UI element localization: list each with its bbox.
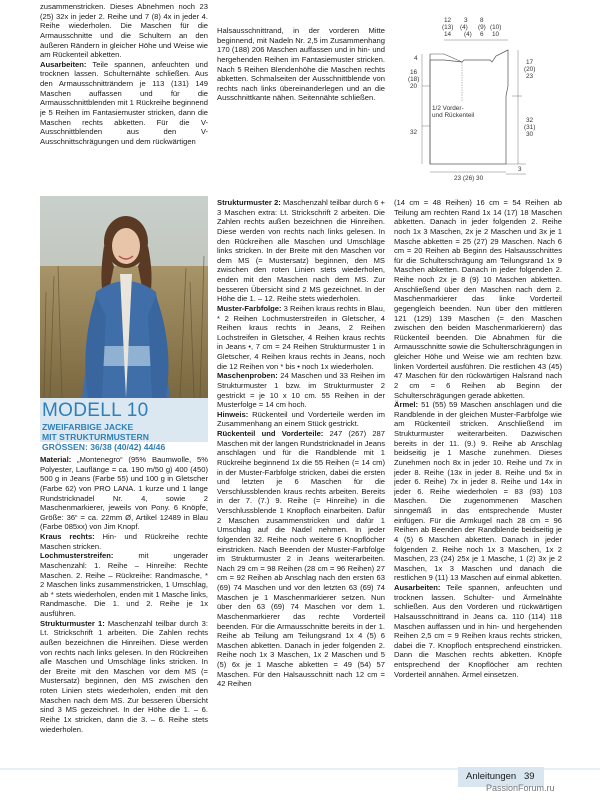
model-title: MODELL 10 <box>42 400 149 421</box>
paragraph <box>394 400 562 583</box>
paragraph <box>40 532 208 551</box>
dim-bottom: 23 (26) 30 <box>454 175 484 182</box>
dim-left-mid-3: 20 <box>410 83 418 90</box>
dim-right-bot-2: (31) <box>524 124 536 131</box>
paragraph-heading: Lochmusterstreifen: <box>40 551 114 561</box>
dim-left-mid-1: 16 <box>410 69 418 76</box>
schematic-diagram <box>400 14 570 194</box>
paragraph <box>40 551 208 618</box>
watermark: PassionForum.ru <box>486 783 555 793</box>
section-label: Anleitungen <box>466 771 517 782</box>
dim-right-mid-3: 23 <box>526 73 534 80</box>
dim-left-mid-2: (18) <box>408 76 420 83</box>
paragraph-body: (14 cm = 48 Reihen) 16 cm = 54 Reihen ab Teilung am rechten Rand 1x 14 (17) 18 Maschen abketten. Danach in jeder folgenden 2. Reihe noch 1x 3 Maschen, 2x je 2 Maschen und 3x je 1 Masche abketten = 25 (27) 29 Maschen. Nach 6 cm = 20 Reihen ab Beginn des Halsausschnittes für die Schulterschrägung am Teilungsrand 1x 9 Maschen abketten. Danach in jeder folgenden 2. Reihe noch 2x je 8 (9) 10 Maschen abketten. Anschließend über den Maschen nach dem 2. Maschenmarkierer das linke Vorderteil gegengleich beenden. Nun über den mittleren 121 (129) 139 Maschen (= den Maschen zwischen den beiden Maschenmarkierern) das Rückenteil beenden. Die Abnahmen für die Armausschnitte sowie die Schulterschrägungen in gleicher Höhe und Weise wie am rechten bzw. linken Vorderteil ausführen. Die restlichen 43 (45) 47 Maschen für den rückwärtigen Halsrand nach 2 cm = 6 Reihen ab Beginn der Schulterschrägungen gerade abketten. <box>394 198 562 400</box>
paragraph-body: Maschenzahl teilbar durch 3: Lt. Strickschrift 1 arbeiten. Die Zahlen rechts außen bezeichnen die Hinreihen. Diese werden von rechts nach links gelesen. In den Rückreihen alle Maschen und Umschläge links stricken. In der Breite mit den Maschen vor dem MS (= Mustersatz) beginnen, den MS zwischen den roten Linien stets wiederholen, enden mit den Maschen nach dem MS. Zur besseren Übersicht sind 3 MS gezeichnet. In der Höhe die 1. – 6. Reihe 1x stricken, dann die 3. – 6. Reihe stets wiederholen. <box>40 618 208 734</box>
paragraph-body: Teile spannen, anfeuchten und trocknen lassen. Schulter- und Ärmelnähte schließen. Aus den Vorderen und rückwärtigen Halsausschnittrand in Jeans ca. 110 (114) 118 Maschen auffassen und in hin- und hergehenden Reihen 2,5 cm = 9 Reihen kraus rechts stricken, dabei die 7. Knopfloch entsprechend einstricken. Dann die Maschen rechts abketten. Knöpfe entsprechend der Knopflöcher am rechten Vorderteil annähen. Ärmel einsetzen. <box>394 583 562 679</box>
paragraph-heading: Hinweis: <box>217 409 249 419</box>
dim-top-3c: 6 <box>480 31 484 38</box>
paragraph <box>40 455 208 532</box>
paragraph-heading: Kraus rechts: <box>40 532 95 541</box>
dim-right-bot-3: 30 <box>526 131 534 138</box>
col2-top-text <box>217 26 385 166</box>
paragraph-body: „Montenegro“ (95% Baumwolle, 5% Polyester, Lauflänge = ca. 190 m/50 g) 400 (450) 500 g in Jeans (Farbe 55) und 100 g in Gletscher (Farbe 62) von PRO LANA. 1 kurze und 1 lange Rundstricknadel Nr. 4, sowie 2 Maschenmarkierer, jeweils von Pony. 6 Knöpfe, Größe: 36“ = ca. 22mm Ø, Artikel 12489 in Blau (Farbe 085xx) von Jim Knopf. <box>40 455 208 532</box>
dim-top-3: 8 <box>480 17 484 24</box>
paragraph <box>40 2 208 60</box>
model-photo <box>40 196 208 398</box>
paragraph-body: Halsausschnittrand, in der vorderen Mitte beginnend, mit Nadeln Nr. 2,5 im Zusammenhang 170 (188) 206 Maschen auffassen und in hin- und hergehenden Reihen im Fantasiemuster stricken. Nach 5 Reihen Blendenhöhe die Maschen rechts abketten. Schmalseiten der Ausschnittblende von rechts nach links übereinanderlegen und an die Ausschnittkante nähen. Seitennähte schließen. <box>217 26 385 103</box>
paragraph-heading: Maschenproben: <box>217 371 278 381</box>
paragraph <box>394 583 562 679</box>
dim-top-1c: 14 <box>444 31 452 38</box>
dim-top-2c: (4) <box>464 31 472 38</box>
paragraph-body: Hin- und Rückreihe rechte Maschen stricken. <box>40 532 208 551</box>
dim-right-bot-1: 32 <box>526 117 534 124</box>
paragraph-body: Maschenzahl teilbar durch 6 + 3 Maschen extra: Lt. Strickschrift 2 arbeiten. Die Zahlen rechts außen bezeichnen die Hinreihen. Diese werden von rechts nach links gelesen. In den Rückreihen alle Maschen und Umschläge links stricken. In der Breite mit den Maschen vor dem MS (= Mustersatz) beginnen, den MS zwischen den roten Linien stets wiederholen, enden mit den Maschen nach dem MS. Zur besseren Übersicht sind 2 MS gezeichnet. In der Höhe die 1. – 12. Reihe stets wiederholen. <box>217 198 385 304</box>
paragraph <box>40 60 208 147</box>
paragraph <box>217 410 385 429</box>
paragraph <box>217 198 385 304</box>
dim-bottom-right: 3 <box>518 166 522 173</box>
paragraph-heading: Ausarbeiten: <box>394 583 441 592</box>
paragraph-body: 3 Reihen kraus rechts in Blau, * 2 Reihen Lochmusterstreifen in Gletscher, 4 Reihen kraus rechts in Jeans, 2 Reihen Lochstreifen in Gletscher, 4 Reihen kraus rechts in Jeans •, 7 cm = 24 Reihen Strukturmuster 1 in Gletscher, 4 Reihen kraus rechts in Jeans, noch die 12 Reihen von * bis • noch 1x wiederholen. <box>217 303 385 371</box>
paragraph <box>394 198 562 400</box>
dim-center-1: 1/2 Vorder- <box>432 105 464 112</box>
paragraph-body: Teile spannen, anfeuchten und trocknen lassen. Schulternähte schließen. Aus den Armausschnitträndern je 113 (131) 149 Maschen auffassen und für die Armausschnittblenden mit 1 Rückreihe beginnend je 5 Reihen im Fantasiemuster stricken, dann die Maschen rechts abketten. Für die V-Ausschnittblenden aus den V-Ausschnittschrägungen und dem rückwärtigen <box>40 59 208 146</box>
col2-bottom-text <box>217 198 385 768</box>
col1-top-text <box>40 2 208 194</box>
paragraph-heading: Muster-Farbfolge: <box>217 303 282 313</box>
dim-center-2: und Rückenteil <box>432 112 475 119</box>
paragraph-heading: Ärmel: <box>394 400 419 410</box>
dim-top-2b: (4) <box>460 24 468 31</box>
paragraph <box>217 429 385 689</box>
paragraph-heading: Material: <box>40 455 72 464</box>
dim-left-bot: 32 <box>410 129 418 136</box>
dim-right-mid-2: (20) <box>524 66 536 73</box>
paragraph <box>217 26 385 103</box>
paragraph-heading: Strukturmuster 1: <box>40 618 105 628</box>
dim-top-1b: (13) <box>442 24 454 31</box>
paragraph <box>217 371 385 410</box>
paragraph-body: 247 (267) 287 Maschen mit der langen Rundstricknadel in Jeans anschlagen und für die Randblende mit 1 Rückreihe beginnend 1x die 55 Reihen (= 14 cm) in der Muster-Farbfolge stricken, dabei die ersten und letzten je 6 Maschen für die Verschlussblenden kraus rechts arbeiten. Bereits in der 7. (7.) 9. Reihe (= Hinreihe) in die Verschlussblende 1 Knopfloch einarbeiten. Dafür 2 Maschen zusammenstricken und dafür 1 Umschlag auf die Nadel nehmen. In jeder folgenden 32. Reihe noch weitere 6 Knopflöcher einstricken. Nach Beenden der Muster-Farbfolge im Strukturmuster 2 in Jeans weiterarbeiten. Nach 29 cm = 98 Reihen (28 cm = 96 Reihen) 27 cm = 92 Reihen ab Anschlag nach den ersten 63 (69) 74 Maschen und vor den letzten 63 (69) 74 Maschen je 1 Maschenmarkierer setzen. Nun über den 63 (69) 74 Maschen vor dem 1. Maschenmarkierer das rechte Vorderteil beenden. Für die Armausschnitte bereits in der 1. Reihe ab Teilung am Teilungsrand 1x 4 (5) 6 Maschen abketten. Danach in jeder folgenden 2. Reihe noch 1x 3 Maschen, 1x 2 Maschen und 5 (5) 6x je 1 Masche abketten = 49 (54) 57 Maschen. Für den Halsausschnitt nach 12 cm = 42 Reihen <box>217 429 385 689</box>
paragraph-body: 51 (55) 59 Maschen anschlagen und die Randblende in der gleichen Muster-Farbfolge wie am Rückenteil stricken. Anschließend im Strukturmuster weiterarbeiten. Dazwischen bereits in der 11. (9.) 9. Reihe ab Anschlag beidseitig je 1 Masche zunehmen. Dieses Zunehmen noch 8x in jeder 10. Reihe und 7x in jeder 8. Reihe (13x in jeder 8. Reihe und 5x in jeder 6. Reihe) 7x in jeder 8. Reihe und 14x in jeder 6. Reihe wiederholen = 83 (93) 103 Maschen. Die zugenommenen Maschen sinngemäß in das entsprechende Muster einfügen. Für die Armkugel nach 28 cm = 96 Reihen ab Beenden der Randblende beidseitig je 4 (5) 6 Maschen abketten. Danach in jeder folgenden 2. Reihe noch 1x 3 Maschen, 1x 2 Maschen, 23 (24) 25x je 1 Masche, 1 (2) 3x je 2 Maschen, 1x 3 Maschen und danach die restlichen 9 (11) 13 Maschen auf einmal abketten. <box>394 400 562 583</box>
paragraph-heading: Strukturmuster 2: <box>217 198 281 207</box>
paragraph-body: 24 Maschen und 33 Reihen im Strukturmuster 1 bzw. im Strukturmuster 2 gestrickt = je 10 x 10 cm. 55 Reihen in der Musterfolge = 14 cm hoch. <box>217 371 385 410</box>
dim-left-top: 4 <box>414 55 418 62</box>
paragraph-heading: Ausarbeiten: <box>40 59 87 69</box>
dim-top-1: 12 <box>444 17 452 24</box>
dim-top-4: (10) <box>490 24 502 31</box>
col3-text <box>394 198 562 766</box>
paragraph <box>217 304 385 371</box>
page-number: 39 <box>524 771 535 782</box>
paragraph-body: Rückenteil und Vorderteile werden im Zusammenhang an einem Stück gestrickt. <box>217 409 385 429</box>
model-sizes: GRÖSSEN: 36/38 (40/42) 44/46 <box>42 442 166 452</box>
paragraph <box>40 619 208 735</box>
dim-top-3b: (9) <box>478 24 486 31</box>
col1-bottom-text <box>40 455 208 767</box>
paragraph-body: mit ungerader Maschenzahl: 1. Reihe – Hinreihe: Rechte Maschen. 2. Reihe – Rückreihe: Randmasche, * 2 Maschen links zusammenstricken, 1 Umschlag, ab * stets wiederholen, enden mit 1 Masche links, Randmasche. Die 1. und 2. Reihe je 1x ausführen. <box>40 551 208 618</box>
dim-top-2: 3 <box>464 17 468 24</box>
paragraph-heading: Rückenteil und Vorderteile: <box>217 429 324 438</box>
model-subtitle-2: MIT STRUKTURMUSTERN <box>42 432 149 442</box>
dim-right-mid-1: 17 <box>526 59 534 66</box>
model-subtitle-1: ZWEIFARBIGE JACKE <box>42 422 134 432</box>
paragraph-body: zusammenstricken. Dieses Abnehmen noch 23 (25) 32x in jeder 2. Reihe und 7 (8) 4x in jeder 4. Reihe wiederholen. Die Maschen für die Armausschnitte und die Schultern an den äußeren Rändern in gleicher Höhe und Weise wie am Rückenteil abketten. <box>40 2 208 60</box>
dim-top-4b: 10 <box>492 31 500 38</box>
